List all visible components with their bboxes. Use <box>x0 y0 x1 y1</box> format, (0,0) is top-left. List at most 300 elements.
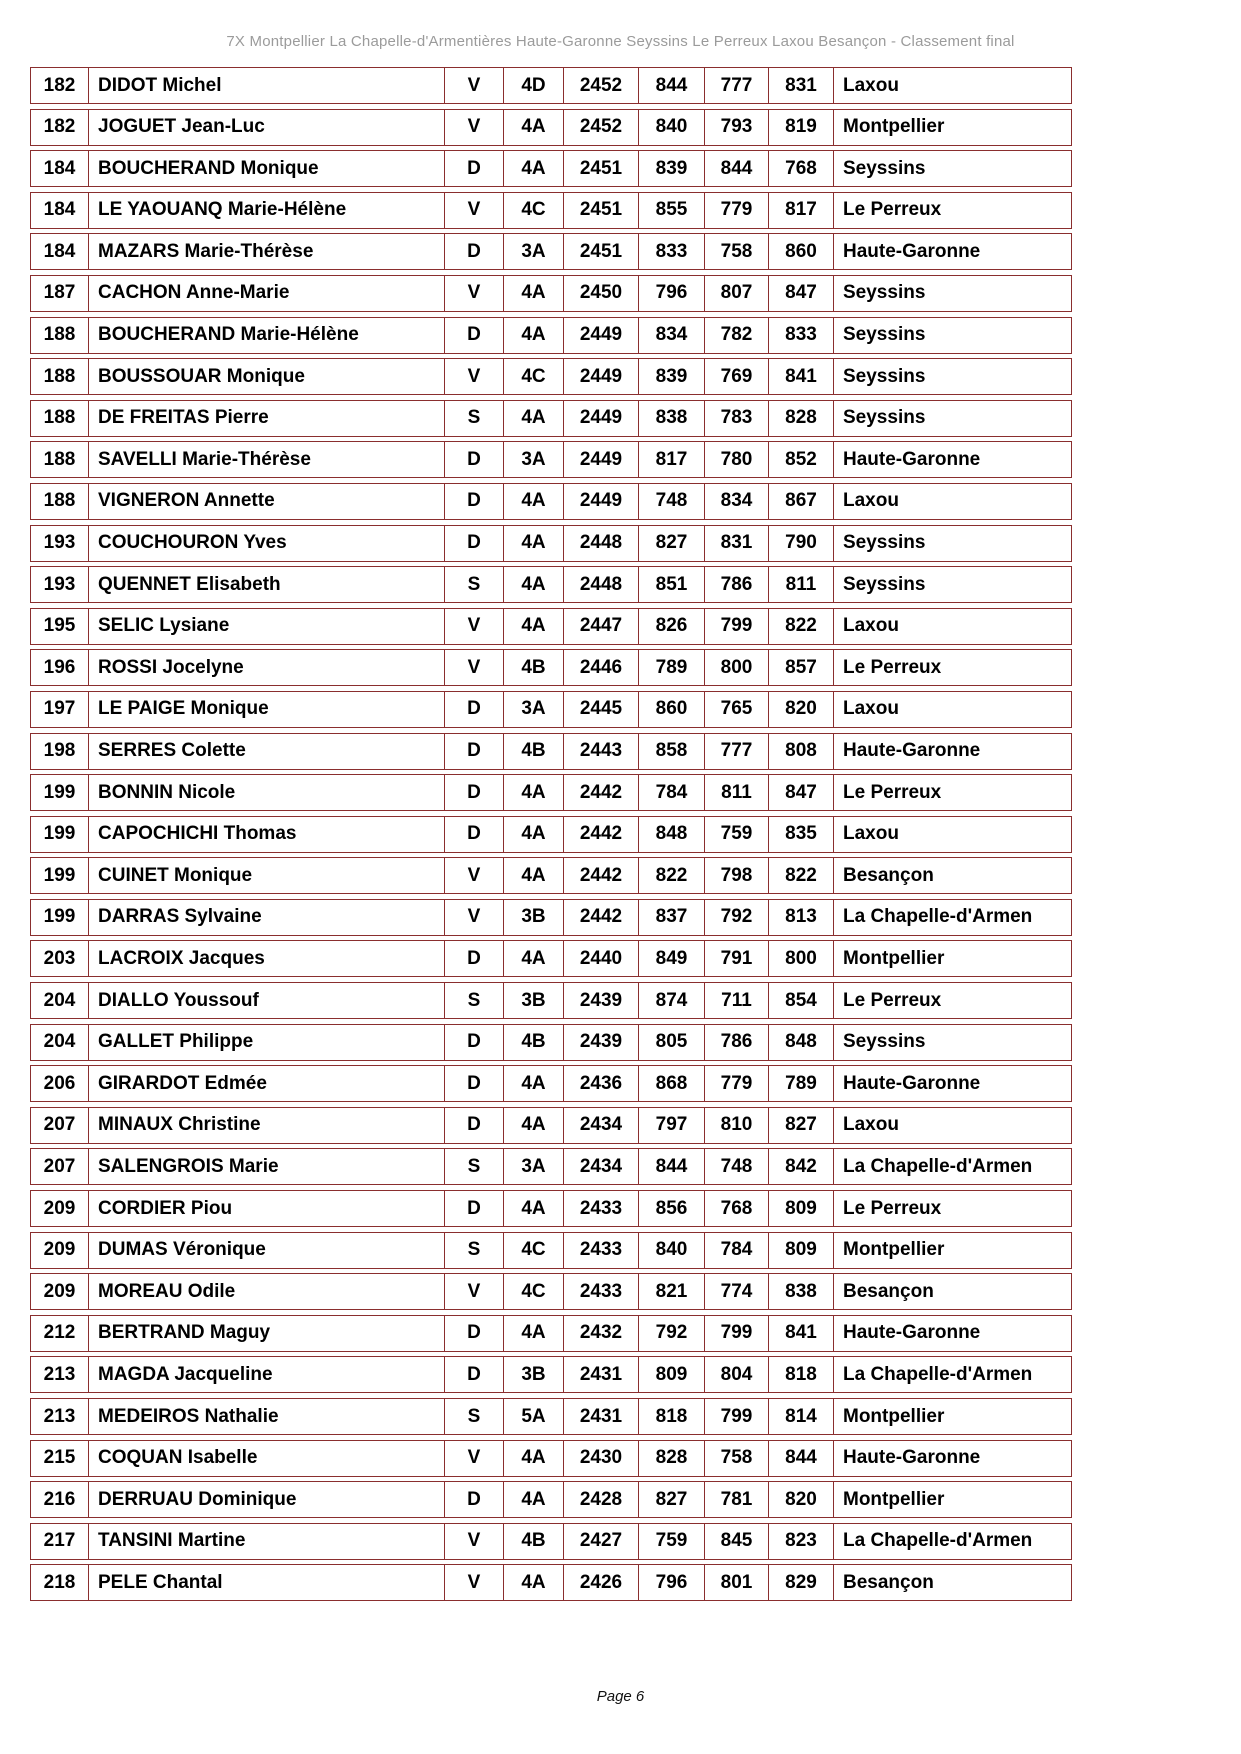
rank-cell: 184 <box>43 157 76 179</box>
category-cell: S <box>444 567 503 602</box>
club-cell: Haute-Garonne <box>833 234 1071 269</box>
round1-score-cell: 817 <box>638 442 704 477</box>
round3-score-cell: 841 <box>768 359 833 394</box>
table-row <box>30 1356 1072 1393</box>
table-row <box>30 1107 1072 1144</box>
rank-cell: 188 <box>43 407 76 429</box>
series-cell: 4A <box>503 1565 563 1600</box>
series-cell: 4A <box>503 1441 563 1476</box>
rank-cell: 215 <box>43 1447 76 1469</box>
round1-score-cell: 840 <box>638 110 704 145</box>
round2-score-cell: 845 <box>704 1524 768 1559</box>
table-row <box>30 150 1072 187</box>
total-score-cell: 2440 <box>563 941 638 976</box>
club-cell: Besançon <box>833 858 1071 893</box>
round3-score-cell: 768 <box>768 151 833 186</box>
category-cell: S <box>444 1233 503 1268</box>
rank-cell: 207 <box>43 1155 76 1177</box>
round3-score-cell: 827 <box>768 1108 833 1143</box>
round2-score-cell: 798 <box>704 858 768 893</box>
table-row <box>30 857 1072 894</box>
series-cell: 3A <box>503 1149 563 1184</box>
player-name-cell: LE PAIGE Monique <box>88 692 444 727</box>
category-cell: V <box>444 68 503 103</box>
player-name-cell: BERTRAND Maguy <box>88 1316 444 1351</box>
rank-cell: 184 <box>43 240 76 262</box>
series-cell: 4A <box>503 484 563 519</box>
round2-score-cell: 779 <box>704 193 768 228</box>
rank-cell: 203 <box>43 947 76 969</box>
category-cell: D <box>444 1357 503 1392</box>
series-cell: 4A <box>503 1066 563 1101</box>
total-score-cell: 2443 <box>563 734 638 769</box>
series-cell: 4A <box>503 151 563 186</box>
round2-score-cell: 834 <box>704 484 768 519</box>
table-row <box>30 899 1072 936</box>
player-name-cell: DARRAS Sylvaine <box>88 900 444 935</box>
category-cell: V <box>444 900 503 935</box>
table-row <box>30 1315 1072 1352</box>
category-cell: D <box>444 318 503 353</box>
category-cell: D <box>444 1482 503 1517</box>
category-cell: V <box>444 1565 503 1600</box>
rank-cell: 184 <box>43 199 76 221</box>
total-score-cell: 2430 <box>563 1441 638 1476</box>
table-row <box>30 940 1072 977</box>
club-cell: La Chapelle-d'Armen <box>833 1149 1071 1184</box>
round1-score-cell: 844 <box>638 68 704 103</box>
series-cell: 4A <box>503 567 563 602</box>
round1-score-cell: 789 <box>638 650 704 685</box>
total-score-cell: 2428 <box>563 1482 638 1517</box>
round1-score-cell: 796 <box>638 276 704 311</box>
round3-score-cell: 844 <box>768 1441 833 1476</box>
category-cell: V <box>444 359 503 394</box>
table-row <box>30 1273 1072 1310</box>
round3-score-cell: 822 <box>768 858 833 893</box>
player-name-cell: BOUCHERAND Monique <box>88 151 444 186</box>
table-row <box>30 816 1072 853</box>
round2-score-cell: 711 <box>704 983 768 1018</box>
round2-score-cell: 811 <box>704 775 768 810</box>
round1-score-cell: 834 <box>638 318 704 353</box>
player-name-cell: COUCHOURON Yves <box>88 526 444 561</box>
rank-cell: 195 <box>43 615 76 637</box>
results-table <box>30 67 1072 1606</box>
series-cell: 4C <box>503 359 563 394</box>
round2-score-cell: 758 <box>704 1441 768 1476</box>
club-cell: Seyssins <box>833 318 1071 353</box>
series-cell: 3A <box>503 442 563 477</box>
player-name-cell: CACHON Anne-Marie <box>88 276 444 311</box>
rank-cell: 218 <box>43 1571 76 1593</box>
series-cell: 4B <box>503 1025 563 1060</box>
round1-score-cell: 805 <box>638 1025 704 1060</box>
round1-score-cell: 848 <box>638 817 704 852</box>
round1-score-cell: 839 <box>638 151 704 186</box>
round1-score-cell: 748 <box>638 484 704 519</box>
total-score-cell: 2449 <box>563 442 638 477</box>
rank-cell: 188 <box>43 490 76 512</box>
series-cell: 4A <box>503 775 563 810</box>
round2-score-cell: 799 <box>704 1316 768 1351</box>
player-name-cell: DE FREITAS Pierre <box>88 401 444 436</box>
round1-score-cell: 838 <box>638 401 704 436</box>
club-cell: Montpellier <box>833 941 1071 976</box>
round1-score-cell: 826 <box>638 609 704 644</box>
table-row <box>30 649 1072 686</box>
rank-cell: 204 <box>43 1031 76 1053</box>
round1-score-cell: 851 <box>638 567 704 602</box>
round2-score-cell: 800 <box>704 650 768 685</box>
round3-score-cell: 813 <box>768 900 833 935</box>
round3-score-cell: 833 <box>768 318 833 353</box>
category-cell: V <box>444 110 503 145</box>
table-row <box>30 109 1072 146</box>
round3-score-cell: 847 <box>768 276 833 311</box>
category-cell: D <box>444 442 503 477</box>
total-score-cell: 2452 <box>563 68 638 103</box>
total-score-cell: 2445 <box>563 692 638 727</box>
series-cell: 4A <box>503 401 563 436</box>
round1-score-cell: 839 <box>638 359 704 394</box>
category-cell: D <box>444 1066 503 1101</box>
rank-cell: 188 <box>43 324 76 346</box>
rank-cell: 209 <box>43 1280 76 1302</box>
round3-score-cell: 809 <box>768 1233 833 1268</box>
round1-score-cell: 840 <box>638 1233 704 1268</box>
club-cell: Seyssins <box>833 567 1071 602</box>
rank-cell: 213 <box>43 1363 76 1385</box>
rank-cell: 188 <box>43 365 76 387</box>
total-score-cell: 2449 <box>563 484 638 519</box>
category-cell: V <box>444 1524 503 1559</box>
category-cell: V <box>444 1441 503 1476</box>
total-score-cell: 2442 <box>563 858 638 893</box>
table-row <box>30 691 1072 728</box>
round1-score-cell: 833 <box>638 234 704 269</box>
round1-score-cell: 827 <box>638 1482 704 1517</box>
player-name-cell: ROSSI Jocelyne <box>88 650 444 685</box>
rank-cell: 199 <box>43 906 76 928</box>
round2-score-cell: 791 <box>704 941 768 976</box>
round3-score-cell: 800 <box>768 941 833 976</box>
club-cell: Montpellier <box>833 1482 1071 1517</box>
club-cell: Montpellier <box>833 1233 1071 1268</box>
round1-score-cell: 868 <box>638 1066 704 1101</box>
player-name-cell: CAPOCHICHI Thomas <box>88 817 444 852</box>
round1-score-cell: 837 <box>638 900 704 935</box>
club-cell: Le Perreux <box>833 650 1071 685</box>
club-cell: Laxou <box>833 1108 1071 1143</box>
round3-score-cell: 838 <box>768 1274 833 1309</box>
table-row <box>30 1523 1072 1560</box>
series-cell: 3B <box>503 983 563 1018</box>
round2-score-cell: 810 <box>704 1108 768 1143</box>
table-row <box>30 275 1072 312</box>
round3-score-cell: 847 <box>768 775 833 810</box>
round3-score-cell: 818 <box>768 1357 833 1392</box>
category-cell: S <box>444 1149 503 1184</box>
page-number: Page 6 <box>596 1688 645 1705</box>
round2-score-cell: 758 <box>704 234 768 269</box>
series-cell: 5A <box>503 1399 563 1434</box>
club-cell: La Chapelle-d'Armen <box>833 1524 1071 1559</box>
round2-score-cell: 784 <box>704 1233 768 1268</box>
rank-cell: 199 <box>43 823 76 845</box>
player-name-cell: QUENNET Elisabeth <box>88 567 444 602</box>
total-score-cell: 2439 <box>563 1025 638 1060</box>
series-cell: 4A <box>503 858 563 893</box>
table-row <box>30 733 1072 770</box>
series-cell: 4A <box>503 1316 563 1351</box>
category-cell: D <box>444 526 503 561</box>
series-cell: 4A <box>503 1108 563 1143</box>
round1-score-cell: 844 <box>638 1149 704 1184</box>
round2-score-cell: 799 <box>704 1399 768 1434</box>
round3-score-cell: 841 <box>768 1316 833 1351</box>
series-cell: 4A <box>503 276 563 311</box>
player-name-cell: SERRES Colette <box>88 734 444 769</box>
round2-score-cell: 801 <box>704 1565 768 1600</box>
total-score-cell: 2448 <box>563 567 638 602</box>
round2-score-cell: 807 <box>704 276 768 311</box>
total-score-cell: 2442 <box>563 775 638 810</box>
rank-cell: 197 <box>43 698 76 720</box>
player-name-cell: COQUAN Isabelle <box>88 1441 444 1476</box>
series-cell: 4C <box>503 1233 563 1268</box>
round3-score-cell: 842 <box>768 1149 833 1184</box>
series-cell: 3B <box>503 900 563 935</box>
series-cell: 4A <box>503 817 563 852</box>
round3-score-cell: 808 <box>768 734 833 769</box>
total-score-cell: 2434 <box>563 1108 638 1143</box>
total-score-cell: 2433 <box>563 1274 638 1309</box>
player-name-cell: JOGUET Jean-Luc <box>88 110 444 145</box>
table-row <box>30 608 1072 645</box>
series-cell: 3A <box>503 234 563 269</box>
total-score-cell: 2449 <box>563 359 638 394</box>
round2-score-cell: 782 <box>704 318 768 353</box>
table-row <box>30 1398 1072 1435</box>
total-score-cell: 2439 <box>563 983 638 1018</box>
player-name-cell: SAVELLI Marie-Thérèse <box>88 442 444 477</box>
round1-score-cell: 821 <box>638 1274 704 1309</box>
series-cell: 3A <box>503 692 563 727</box>
round2-score-cell: 777 <box>704 734 768 769</box>
player-name-cell: LE YAOUANQ Marie-Hélène <box>88 193 444 228</box>
table-row <box>30 1190 1072 1227</box>
category-cell: D <box>444 817 503 852</box>
player-name-cell: MEDEIROS Nathalie <box>88 1399 444 1434</box>
club-cell: Laxou <box>833 484 1071 519</box>
series-cell: 4D <box>503 68 563 103</box>
round1-score-cell: 822 <box>638 858 704 893</box>
table-row <box>30 483 1072 520</box>
total-score-cell: 2448 <box>563 526 638 561</box>
round3-score-cell: 814 <box>768 1399 833 1434</box>
player-name-cell: TANSINI Martine <box>88 1524 444 1559</box>
club-cell: Haute-Garonne <box>833 1066 1071 1101</box>
table-row <box>30 1232 1072 1269</box>
total-score-cell: 2433 <box>563 1233 638 1268</box>
category-cell: V <box>444 858 503 893</box>
round3-score-cell: 790 <box>768 526 833 561</box>
player-name-cell: MOREAU Odile <box>88 1274 444 1309</box>
round1-score-cell: 855 <box>638 193 704 228</box>
club-cell: Le Perreux <box>833 1191 1071 1226</box>
round3-score-cell: 867 <box>768 484 833 519</box>
round1-score-cell: 809 <box>638 1357 704 1392</box>
total-score-cell: 2426 <box>563 1565 638 1600</box>
rank-cell: 188 <box>43 448 76 470</box>
round3-score-cell: 789 <box>768 1066 833 1101</box>
series-cell: 4B <box>503 734 563 769</box>
rank-cell: 209 <box>43 1239 76 1261</box>
round2-score-cell: 786 <box>704 1025 768 1060</box>
rank-cell: 212 <box>43 1322 76 1344</box>
club-cell: Besançon <box>833 1565 1071 1600</box>
club-cell: Laxou <box>833 692 1071 727</box>
round1-score-cell: 860 <box>638 692 704 727</box>
player-name-cell: GALLET Philippe <box>88 1025 444 1060</box>
round3-score-cell: 820 <box>768 1482 833 1517</box>
player-name-cell: BOUSSOUAR Monique <box>88 359 444 394</box>
club-cell: Haute-Garonne <box>833 1316 1071 1351</box>
club-cell: Seyssins <box>833 359 1071 394</box>
table-row <box>30 317 1072 354</box>
rank-cell: 198 <box>43 740 76 761</box>
round1-score-cell: 858 <box>638 734 704 769</box>
player-name-cell: BOUCHERAND Marie-Hélène <box>88 318 444 353</box>
round2-score-cell: 777 <box>704 68 768 103</box>
round2-score-cell: 779 <box>704 1066 768 1101</box>
total-score-cell: 2451 <box>563 193 638 228</box>
club-cell: Laxou <box>833 817 1071 852</box>
total-score-cell: 2451 <box>563 234 638 269</box>
category-cell: D <box>444 941 503 976</box>
category-cell: D <box>444 692 503 727</box>
round1-score-cell: 792 <box>638 1316 704 1351</box>
player-name-cell: DIDOT Michel <box>88 68 444 103</box>
round3-score-cell: 811 <box>768 567 833 602</box>
round3-score-cell: 817 <box>768 193 833 228</box>
round2-score-cell: 799 <box>704 609 768 644</box>
round1-score-cell: 797 <box>638 1108 704 1143</box>
player-name-cell: DERRUAU Dominique <box>88 1482 444 1517</box>
total-score-cell: 2442 <box>563 900 638 935</box>
series-cell: 3B <box>503 1357 563 1392</box>
player-name-cell: MINAUX Christine <box>88 1108 444 1143</box>
round2-score-cell: 748 <box>704 1149 768 1184</box>
total-score-cell: 2432 <box>563 1316 638 1351</box>
club-cell: Haute-Garonne <box>833 442 1071 477</box>
round3-score-cell: 822 <box>768 609 833 644</box>
club-cell: La Chapelle-d'Armen <box>833 1357 1071 1392</box>
round1-score-cell: 856 <box>638 1191 704 1226</box>
club-cell: Montpellier <box>833 1399 1071 1434</box>
rank-cell: 213 <box>43 1405 76 1427</box>
table-row <box>30 233 1072 270</box>
series-cell: 4A <box>503 1482 563 1517</box>
table-row <box>30 1024 1072 1061</box>
round2-score-cell: 768 <box>704 1191 768 1226</box>
rank-cell: 182 <box>43 116 76 138</box>
club-cell: Seyssins <box>833 276 1071 311</box>
round1-score-cell: 796 <box>638 1565 704 1600</box>
round2-score-cell: 804 <box>704 1357 768 1392</box>
club-cell: Laxou <box>833 68 1071 103</box>
round1-score-cell: 827 <box>638 526 704 561</box>
player-name-cell: LACROIX Jacques <box>88 941 444 976</box>
category-cell: D <box>444 1316 503 1351</box>
round3-score-cell: 809 <box>768 1191 833 1226</box>
category-cell: S <box>444 983 503 1018</box>
total-score-cell: 2427 <box>563 1524 638 1559</box>
total-score-cell: 2447 <box>563 609 638 644</box>
rank-cell: 216 <box>43 1488 76 1510</box>
club-cell: Besançon <box>833 1274 1071 1309</box>
round2-score-cell: 844 <box>704 151 768 186</box>
rank-cell: 217 <box>43 1530 76 1552</box>
round2-score-cell: 774 <box>704 1274 768 1309</box>
total-score-cell: 2433 <box>563 1191 638 1226</box>
total-score-cell: 2436 <box>563 1066 638 1101</box>
category-cell: D <box>444 484 503 519</box>
club-cell: Haute-Garonne <box>833 734 1071 769</box>
table-row <box>30 192 1072 229</box>
player-name-cell: VIGNERON Annette <box>88 484 444 519</box>
round1-score-cell: 759 <box>638 1524 704 1559</box>
category-cell: V <box>444 193 503 228</box>
player-name-cell: CORDIER Piou <box>88 1191 444 1226</box>
category-cell: D <box>444 734 503 769</box>
player-name-cell: CUINET Monique <box>88 858 444 893</box>
club-cell: Le Perreux <box>833 983 1071 1018</box>
club-cell: Seyssins <box>833 401 1071 436</box>
player-name-cell: SALENGROIS Marie <box>88 1149 444 1184</box>
series-cell: 4C <box>503 1274 563 1309</box>
round3-score-cell: 854 <box>768 983 833 1018</box>
round2-score-cell: 786 <box>704 567 768 602</box>
table-row <box>30 774 1072 811</box>
series-cell: 4A <box>503 110 563 145</box>
series-cell: 4A <box>503 318 563 353</box>
total-score-cell: 2431 <box>563 1357 638 1392</box>
club-cell: Seyssins <box>833 526 1071 561</box>
category-cell: V <box>444 650 503 685</box>
round2-score-cell: 783 <box>704 401 768 436</box>
total-score-cell: 2434 <box>563 1149 638 1184</box>
table-row <box>30 358 1072 395</box>
club-cell: La Chapelle-d'Armen <box>833 900 1071 935</box>
rank-cell: 196 <box>43 656 76 678</box>
round3-score-cell: 835 <box>768 817 833 852</box>
player-name-cell: DIALLO Youssouf <box>88 983 444 1018</box>
round3-score-cell: 831 <box>768 68 833 103</box>
table-row <box>30 67 1072 104</box>
rank-cell: 193 <box>43 573 76 595</box>
club-cell: Seyssins <box>833 151 1071 186</box>
category-cell: S <box>444 1399 503 1434</box>
round3-score-cell: 823 <box>768 1524 833 1559</box>
round3-score-cell: 848 <box>768 1025 833 1060</box>
table-row <box>30 525 1072 562</box>
round3-score-cell: 860 <box>768 234 833 269</box>
table-row <box>30 1440 1072 1477</box>
round1-score-cell: 874 <box>638 983 704 1018</box>
rank-cell: 207 <box>43 1114 76 1136</box>
